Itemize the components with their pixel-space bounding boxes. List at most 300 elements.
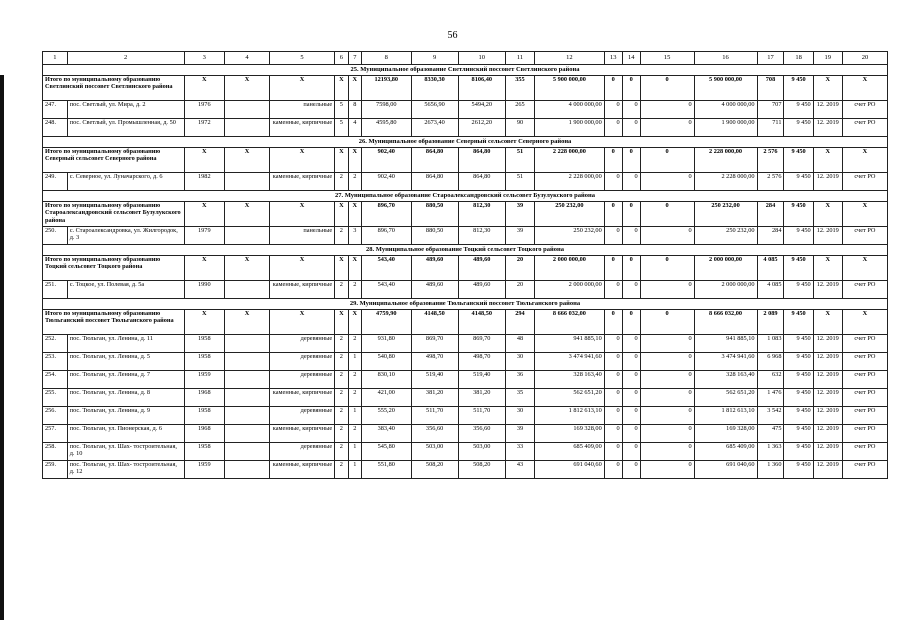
total-cell-c15: 0	[640, 148, 694, 173]
row-cell-c19: 12. 2019	[813, 227, 842, 245]
column-number-cell: 16	[694, 52, 757, 65]
total-cell-c10: 489,60	[458, 256, 505, 281]
row-number: 256.	[43, 407, 68, 425]
total-cell-c19: X	[813, 76, 842, 101]
row-cell-c4	[225, 353, 270, 371]
row-cell-c9: 511,70	[411, 407, 458, 425]
row-cell-c15: 0	[640, 119, 694, 137]
row-cell-c3: 1959	[184, 371, 224, 389]
row-cell-c5: каменные, кирпичные	[269, 461, 334, 479]
row-cell-c3: 1968	[184, 389, 224, 407]
total-cell-c10: 4148,50	[458, 310, 505, 335]
row-cell-c3: 1958	[184, 353, 224, 371]
total-cell-c9: 4148,50	[411, 310, 458, 335]
total-cell-c15: 0	[640, 310, 694, 335]
row-cell-c18: 9 450	[784, 389, 813, 407]
total-cell-c9: 864,80	[411, 148, 458, 173]
row-cell-c6: 5	[335, 101, 348, 119]
row-cell-c10: 519,40	[458, 371, 505, 389]
column-number-cell: 20	[842, 52, 887, 65]
total-cell-c4: X	[225, 76, 270, 101]
row-address: пос. Тюльган, ул. Ленина, д. 7	[67, 371, 184, 389]
section-title: 26. Муниципальное образование Северный сельсовет Северного района	[43, 137, 888, 148]
total-cell-c15: 0	[640, 202, 694, 227]
row-cell-c3: 1958	[184, 407, 224, 425]
total-cell-c7: X	[348, 202, 361, 227]
row-cell-c16: 2 000 000,00	[694, 281, 757, 299]
row-cell-c20: счет РО	[842, 371, 887, 389]
total-cell-c6: X	[335, 148, 348, 173]
total-cell-c8: 902,40	[362, 148, 411, 173]
total-cell-c20: X	[842, 202, 887, 227]
total-cell-c11: 294	[505, 310, 534, 335]
row-cell-c11: 33	[505, 443, 534, 461]
row-cell-c11: 48	[505, 335, 534, 353]
column-number-cell: 5	[269, 52, 334, 65]
total-cell-c16: 8 666 032,00	[694, 310, 757, 335]
row-cell-c13: 0	[604, 227, 622, 245]
row-cell-c19: 12. 2019	[813, 461, 842, 479]
row-cell-c18: 9 450	[784, 281, 813, 299]
row-cell-c9: 2673,40	[411, 119, 458, 137]
total-cell-c12: 5 900 000,00	[535, 76, 605, 101]
row-number: 252.	[43, 335, 68, 353]
total-cell-c14: 0	[622, 310, 640, 335]
row-cell-c19: 12. 2019	[813, 101, 842, 119]
column-number-cell: 8	[362, 52, 411, 65]
total-cell-c13: 0	[604, 202, 622, 227]
row-cell-c5: деревянные	[269, 335, 334, 353]
row-cell-c9: 356,60	[411, 425, 458, 443]
total-cell-c20: X	[842, 256, 887, 281]
total-cell-c18: 9 450	[784, 202, 813, 227]
row-cell-c19: 12. 2019	[813, 173, 842, 191]
row-cell-c19: 12. 2019	[813, 407, 842, 425]
row-cell-c20: счет РО	[842, 335, 887, 353]
row-cell-c12: 2 000 000,00	[535, 281, 605, 299]
row-cell-c18: 9 450	[784, 443, 813, 461]
row-cell-c10: 511,70	[458, 407, 505, 425]
row-cell-c11: 35	[505, 389, 534, 407]
row-cell-c7: 2	[348, 173, 361, 191]
total-cell-c7: X	[348, 148, 361, 173]
total-label: Итого по муниципальному образованию Староалександровский сельсовет Бузулукского района	[43, 202, 185, 227]
total-row	[43, 310, 888, 335]
total-cell-c14: 0	[622, 256, 640, 281]
total-cell-c19: X	[813, 148, 842, 173]
row-cell-c8: 7598,00	[362, 101, 411, 119]
row-cell-c14: 0	[622, 101, 640, 119]
row-address: пос. Тюльган, ул. Ленина, д. 5	[67, 353, 184, 371]
row-cell-c12: 941 885,10	[535, 335, 605, 353]
row-cell-c7: 8	[348, 101, 361, 119]
column-number-cell: 4	[225, 52, 270, 65]
total-cell-c5: X	[269, 202, 334, 227]
total-cell-c4: X	[225, 310, 270, 335]
row-cell-c14: 0	[622, 335, 640, 353]
row-cell-c15: 0	[640, 173, 694, 191]
section-header-row	[43, 299, 888, 310]
row-cell-c19: 12. 2019	[813, 389, 842, 407]
table-row	[43, 461, 888, 479]
total-cell-c16: 2 228 000,00	[694, 148, 757, 173]
row-cell-c6: 5	[335, 119, 348, 137]
row-cell-c16: 250 232,00	[694, 227, 757, 245]
row-cell-c3: 1976	[184, 101, 224, 119]
total-cell-c19: X	[813, 256, 842, 281]
row-address: пос. Тюльган, ул. Ленина, д. 9	[67, 407, 184, 425]
row-cell-c16: 169 328,00	[694, 425, 757, 443]
row-cell-c12: 1 812 613,10	[535, 407, 605, 425]
row-cell-c15: 0	[640, 407, 694, 425]
row-cell-c14: 0	[622, 173, 640, 191]
row-cell-c20: счет РО	[842, 461, 887, 479]
row-cell-c11: 90	[505, 119, 534, 137]
row-cell-c14: 0	[622, 281, 640, 299]
total-cell-c15: 0	[640, 76, 694, 101]
section-title: 25. Муниципальное образование Светлинский поссовет Светлинского района	[43, 65, 888, 76]
row-cell-c5: деревянные	[269, 443, 334, 461]
row-cell-c9: 489,60	[411, 281, 458, 299]
row-cell-c15: 0	[640, 101, 694, 119]
row-cell-c6: 2	[335, 281, 348, 299]
total-cell-c5: X	[269, 310, 334, 335]
total-cell-c13: 0	[604, 148, 622, 173]
row-cell-c17: 475	[757, 425, 784, 443]
row-cell-c18: 9 450	[784, 461, 813, 479]
total-cell-c17: 708	[757, 76, 784, 101]
total-cell-c17: 2 089	[757, 310, 784, 335]
row-cell-c10: 508,20	[458, 461, 505, 479]
row-cell-c8: 896,70	[362, 227, 411, 245]
total-cell-c18: 9 450	[784, 76, 813, 101]
row-cell-c15: 0	[640, 371, 694, 389]
row-cell-c11: 36	[505, 371, 534, 389]
total-cell-c16: 5 900 000,00	[694, 76, 757, 101]
table-row	[43, 227, 888, 245]
row-address: пос. Светлый, ул. Промышленная, д. 50	[67, 119, 184, 137]
row-cell-c12: 1 900 000,00	[535, 119, 605, 137]
row-cell-c4	[225, 335, 270, 353]
row-cell-c15: 0	[640, 425, 694, 443]
column-number-cell: 18	[784, 52, 813, 65]
row-cell-c3: 1958	[184, 443, 224, 461]
row-address: с. Староалександровка, ул. Жилгородок, д. 3	[67, 227, 184, 245]
total-cell-c16: 250 232,00	[694, 202, 757, 227]
row-cell-c20: счет РО	[842, 425, 887, 443]
row-cell-c20: счет РО	[842, 101, 887, 119]
column-number-cell: 10	[458, 52, 505, 65]
row-cell-c14: 0	[622, 119, 640, 137]
total-cell-c8: 12193,80	[362, 76, 411, 101]
row-cell-c5: деревянные	[269, 371, 334, 389]
row-cell-c12: 562 651,20	[535, 389, 605, 407]
row-cell-c13: 0	[604, 407, 622, 425]
row-cell-c3: 1972	[184, 119, 224, 137]
total-cell-c4: X	[225, 202, 270, 227]
row-cell-c4	[225, 119, 270, 137]
row-cell-c8: 902,40	[362, 173, 411, 191]
total-cell-c3: X	[184, 310, 224, 335]
total-cell-c12: 2 000 000,00	[535, 256, 605, 281]
total-cell-c18: 9 450	[784, 310, 813, 335]
row-cell-c9: 498,70	[411, 353, 458, 371]
row-cell-c17: 711	[757, 119, 784, 137]
row-cell-c6: 2	[335, 443, 348, 461]
row-cell-c18: 9 450	[784, 371, 813, 389]
row-address: пос. Тюльган, ул. Ленина, д. 8	[67, 389, 184, 407]
row-cell-c5: каменные, кирпичные	[269, 173, 334, 191]
table-row	[43, 119, 888, 137]
total-cell-c12: 2 228 000,00	[535, 148, 605, 173]
row-cell-c11: 265	[505, 101, 534, 119]
total-cell-c3: X	[184, 76, 224, 101]
row-cell-c9: 503,00	[411, 443, 458, 461]
table-row	[43, 281, 888, 299]
scan-edge-bar	[0, 75, 4, 620]
row-cell-c9: 869,70	[411, 335, 458, 353]
row-cell-c6: 2	[335, 227, 348, 245]
row-cell-c9: 5656,90	[411, 101, 458, 119]
row-cell-c18: 9 450	[784, 407, 813, 425]
total-cell-c3: X	[184, 256, 224, 281]
section-header-row	[43, 245, 888, 256]
row-cell-c20: счет РО	[842, 353, 887, 371]
total-cell-c14: 0	[622, 76, 640, 101]
row-cell-c5: панельные	[269, 101, 334, 119]
row-number: 259.	[43, 461, 68, 479]
total-cell-c11: 39	[505, 202, 534, 227]
table-row	[43, 425, 888, 443]
row-cell-c7: 2	[348, 371, 361, 389]
total-cell-c9: 880,50	[411, 202, 458, 227]
row-cell-c4	[225, 371, 270, 389]
row-cell-c19: 12. 2019	[813, 353, 842, 371]
total-cell-c6: X	[335, 202, 348, 227]
table-row	[43, 389, 888, 407]
row-cell-c20: счет РО	[842, 119, 887, 137]
row-number: 248.	[43, 119, 68, 137]
row-cell-c20: счет РО	[842, 443, 887, 461]
repair-program-table	[42, 51, 888, 479]
row-cell-c5: каменные, кирпичные	[269, 389, 334, 407]
total-cell-c6: X	[335, 76, 348, 101]
table-row	[43, 173, 888, 191]
row-cell-c19: 12. 2019	[813, 281, 842, 299]
total-row	[43, 148, 888, 173]
row-cell-c10: 498,70	[458, 353, 505, 371]
row-cell-c16: 941 885,10	[694, 335, 757, 353]
total-row	[43, 202, 888, 227]
row-cell-c4	[225, 407, 270, 425]
row-cell-c8: 545,80	[362, 443, 411, 461]
row-cell-c10: 2612,20	[458, 119, 505, 137]
total-cell-c14: 0	[622, 202, 640, 227]
column-number-cell: 2	[67, 52, 184, 65]
total-cell-c19: X	[813, 202, 842, 227]
section-title: 29. Муниципальное образование Тюльганский поссовет Тюльганского района	[43, 299, 888, 310]
total-label: Итого по муниципальному образованию Тюльганский поссовет Тюльганского района	[43, 310, 185, 335]
row-cell-c7: 2	[348, 335, 361, 353]
total-cell-c3: X	[184, 202, 224, 227]
row-cell-c11: 51	[505, 173, 534, 191]
row-cell-c16: 2 228 000,00	[694, 173, 757, 191]
row-cell-c11: 43	[505, 461, 534, 479]
total-label: Итого по муниципальному образованию Северный сельсовет Северного района	[43, 148, 185, 173]
row-cell-c11: 20	[505, 281, 534, 299]
row-cell-c12: 328 163,40	[535, 371, 605, 389]
total-cell-c16: 2 000 000,00	[694, 256, 757, 281]
total-cell-c20: X	[842, 76, 887, 101]
table-row	[43, 101, 888, 119]
row-cell-c15: 0	[640, 281, 694, 299]
column-number-cell: 15	[640, 52, 694, 65]
row-cell-c15: 0	[640, 389, 694, 407]
row-cell-c9: 864,80	[411, 173, 458, 191]
row-cell-c11: 30	[505, 353, 534, 371]
total-cell-c11: 20	[505, 256, 534, 281]
total-cell-c7: X	[348, 76, 361, 101]
total-cell-c4: X	[225, 148, 270, 173]
row-cell-c5: деревянные	[269, 353, 334, 371]
section-header-row	[43, 65, 888, 76]
row-cell-c8: 4595,80	[362, 119, 411, 137]
row-cell-c4	[225, 281, 270, 299]
row-cell-c14: 0	[622, 425, 640, 443]
row-cell-c7: 1	[348, 443, 361, 461]
row-cell-c9: 880,50	[411, 227, 458, 245]
row-cell-c4	[225, 425, 270, 443]
table-body	[43, 52, 888, 479]
row-cell-c17: 6 968	[757, 353, 784, 371]
row-cell-c20: счет РО	[842, 407, 887, 425]
row-cell-c11: 39	[505, 425, 534, 443]
row-cell-c10: 381,20	[458, 389, 505, 407]
total-label: Итого по муниципальному образованию Тоцкий сельсовет Тоцкого района	[43, 256, 185, 281]
row-cell-c15: 0	[640, 353, 694, 371]
row-cell-c19: 12. 2019	[813, 443, 842, 461]
total-cell-c5: X	[269, 256, 334, 281]
row-cell-c10: 869,70	[458, 335, 505, 353]
total-row	[43, 76, 888, 101]
row-cell-c7: 1	[348, 353, 361, 371]
row-cell-c4	[225, 101, 270, 119]
column-number-cell: 9	[411, 52, 458, 65]
row-cell-c16: 691 040,60	[694, 461, 757, 479]
total-cell-c11: 355	[505, 76, 534, 101]
row-number: 258.	[43, 443, 68, 461]
row-cell-c17: 284	[757, 227, 784, 245]
total-cell-c10: 864,80	[458, 148, 505, 173]
row-cell-c18: 9 450	[784, 353, 813, 371]
row-cell-c6: 2	[335, 371, 348, 389]
column-number-cell: 11	[505, 52, 534, 65]
row-cell-c13: 0	[604, 425, 622, 443]
total-cell-c13: 0	[604, 76, 622, 101]
row-cell-c13: 0	[604, 443, 622, 461]
row-cell-c11: 39	[505, 227, 534, 245]
column-number-cell: 6	[335, 52, 348, 65]
row-cell-c19: 12. 2019	[813, 425, 842, 443]
row-cell-c6: 2	[335, 335, 348, 353]
row-cell-c5: каменные, кирпичные	[269, 281, 334, 299]
row-cell-c16: 1 812 613,10	[694, 407, 757, 425]
total-cell-c3: X	[184, 148, 224, 173]
row-cell-c14: 0	[622, 371, 640, 389]
row-cell-c17: 1 363	[757, 443, 784, 461]
row-cell-c20: счет РО	[842, 227, 887, 245]
total-label: Итого по муниципальному образованию Светлинский поссовет Светлинского района	[43, 76, 185, 101]
total-cell-c7: X	[348, 256, 361, 281]
row-cell-c10: 489,60	[458, 281, 505, 299]
row-cell-c5: каменные, кирпичные	[269, 119, 334, 137]
row-cell-c7: 4	[348, 119, 361, 137]
row-cell-c13: 0	[604, 119, 622, 137]
table-row	[43, 335, 888, 353]
row-cell-c19: 12. 2019	[813, 371, 842, 389]
row-cell-c4	[225, 443, 270, 461]
row-cell-c7: 2	[348, 281, 361, 299]
row-cell-c13: 0	[604, 461, 622, 479]
row-number: 253.	[43, 353, 68, 371]
column-number-cell: 7	[348, 52, 361, 65]
row-cell-c13: 0	[604, 173, 622, 191]
total-cell-c12: 250 232,00	[535, 202, 605, 227]
column-number-cell: 13	[604, 52, 622, 65]
total-cell-c20: X	[842, 148, 887, 173]
total-cell-c7: X	[348, 310, 361, 335]
row-cell-c8: 931,80	[362, 335, 411, 353]
row-address: пос. Светлый, ул. Мира, д. 2	[67, 101, 184, 119]
total-cell-c18: 9 450	[784, 148, 813, 173]
row-cell-c9: 519,40	[411, 371, 458, 389]
total-cell-c12: 8 666 032,00	[535, 310, 605, 335]
row-address: пос. Тюльган, ул. Шах- тостроительная, д. 10	[67, 443, 184, 461]
total-cell-c14: 0	[622, 148, 640, 173]
row-cell-c13: 0	[604, 389, 622, 407]
row-cell-c17: 1 083	[757, 335, 784, 353]
row-cell-c7: 2	[348, 425, 361, 443]
row-cell-c12: 2 228 000,00	[535, 173, 605, 191]
page-number: 56	[447, 30, 458, 41]
row-cell-c13: 0	[604, 353, 622, 371]
total-cell-c10: 812,30	[458, 202, 505, 227]
row-cell-c16: 4 000 000,00	[694, 101, 757, 119]
total-cell-c17: 284	[757, 202, 784, 227]
row-cell-c6: 2	[335, 173, 348, 191]
row-cell-c10: 356,60	[458, 425, 505, 443]
row-cell-c17: 1 360	[757, 461, 784, 479]
column-number-cell: 1	[43, 52, 68, 65]
total-cell-c11: 51	[505, 148, 534, 173]
table-row	[43, 371, 888, 389]
section-header-row	[43, 137, 888, 148]
row-cell-c10: 503,00	[458, 443, 505, 461]
row-number: 249.	[43, 173, 68, 191]
row-cell-c14: 0	[622, 227, 640, 245]
total-cell-c5: X	[269, 148, 334, 173]
total-cell-c13: 0	[604, 256, 622, 281]
row-cell-c4	[225, 389, 270, 407]
total-cell-c6: X	[335, 256, 348, 281]
total-cell-c4: X	[225, 256, 270, 281]
row-cell-c14: 0	[622, 407, 640, 425]
row-cell-c7: 2	[348, 389, 361, 407]
row-cell-c3: 1982	[184, 173, 224, 191]
row-cell-c8: 540,80	[362, 353, 411, 371]
row-cell-c3: 1968	[184, 425, 224, 443]
row-cell-c14: 0	[622, 389, 640, 407]
